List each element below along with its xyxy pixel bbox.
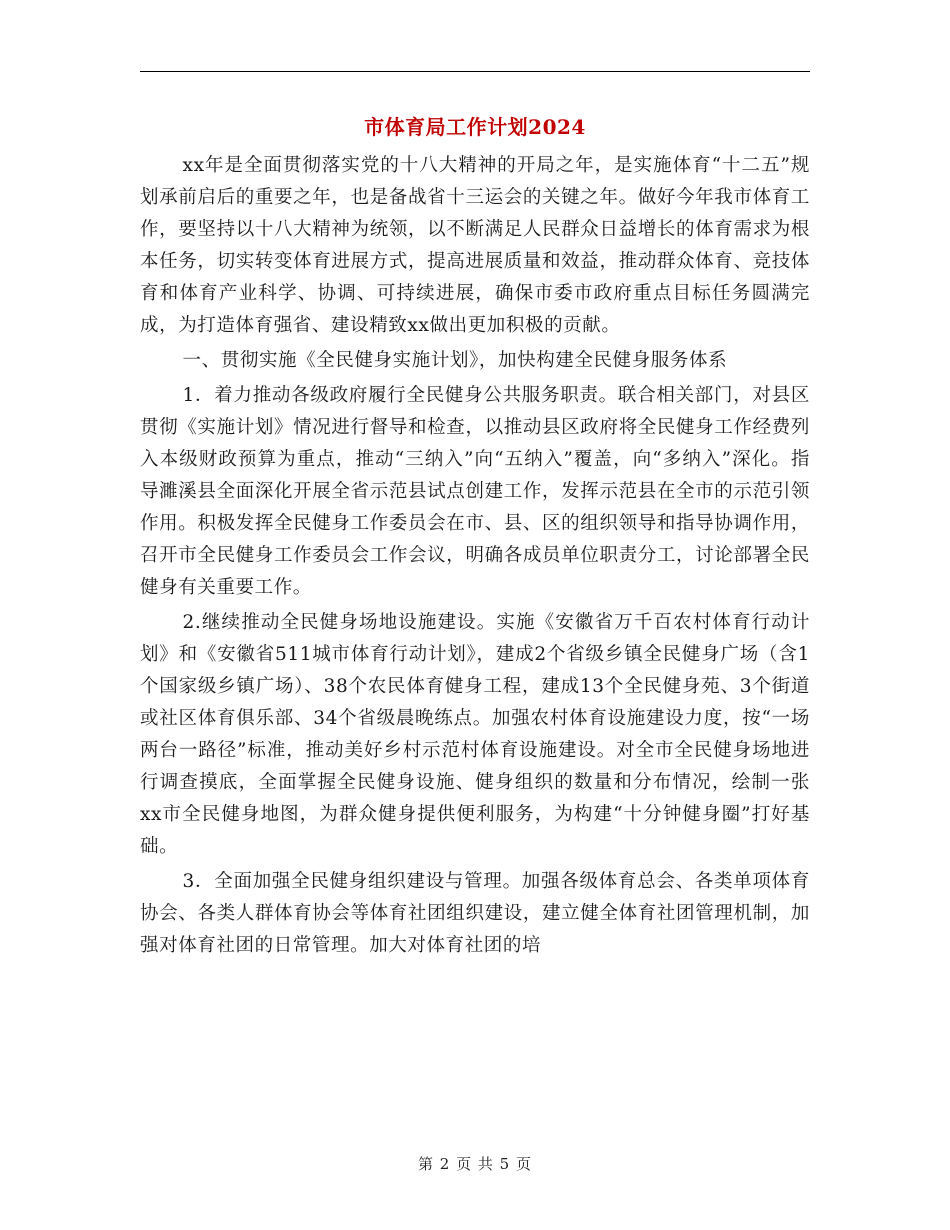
paragraph-section-heading: 一、贯彻实施《全民健身实施计划》，加快构建全民健身服务体系 <box>182 350 728 371</box>
paragraph-item-1: 1．着力推动各级政府履行全民健身公共服务职责。联合相关部门，对县区贯彻《实施计划》情况进行督导和检查，以推动县区政府将全民健身工作经费列入本级财政预算为重点，推动“三纳入”向“五纳入”覆盖，向“多纳入”深化。指导濉溪县全面深化开展全省示范县试点创建工作，发挥示范县在全市的示范引领作用。积极发挥全民健身工作委员会在市、县、区的组织领导和指导协调作用，召开市全民健身工作委员会工作会议，明确各成员单位职责分工，讨论部署全民健身有关重要工作。 <box>140 385 810 598</box>
header-rule <box>140 71 810 72</box>
page-number-footer: 第 2 页 共 5 页 <box>418 1155 532 1173</box>
paragraph-item-3: 3．全面加强全民健身组织建设与管理。加强各级体育总会、各类单项体育协会、各类人群体育协会等体育社团组织建设，建立健全体育社团管理机制，加强对体育社团的日常管理。加大对体育社团的培 <box>140 871 810 956</box>
document-body <box>140 150 810 962</box>
paragraph-intro: xx年是全面贯彻落实党的十八大精神的开局之年，是实施体育“十二五”规划承前启后的重要之年，也是备战省十三运会的关键之年。做好今年我市体育工作，要坚持以十八大精神为统领，以不断满足人民群众日益增长的体育需求为根本任务，切实转变体育进展方式，提高进展质量和效益，推动群众体育、竞技体育和体育产业科学、协调、可持续进展，确保市委市政府重点目标任务圆满完成，为打造体育强省、建设精致xx做出更加积极的贡献。 <box>140 155 810 336</box>
paragraph-item-2: 2.继续推动全民健身场地设施建设。实施《安徽省万千百农村体育行动计划》和《安徽省511城市体育行动计划》，建成2个省级乡镇全民健身广场（含1个国家级乡镇广场）、38个农民体育健身工程，建成13个全民健身苑、3个街道或社区体育俱乐部、34个省级晨晚练点。加强农村体育设施建设力度，按“一场两台一路径”标准，推动美好乡村示范村体育设施建设。对全市全民健身场地进行调查摸底，全面掌握全民健身设施、健身组织的数量和分布情况，绘制一张xx市全民健身地图，为群众健身提供便利服务，为构建“十分钟健身圈”打好基础。 <box>140 612 810 857</box>
document-title: 市体育局工作计划2024 <box>364 115 586 139</box>
